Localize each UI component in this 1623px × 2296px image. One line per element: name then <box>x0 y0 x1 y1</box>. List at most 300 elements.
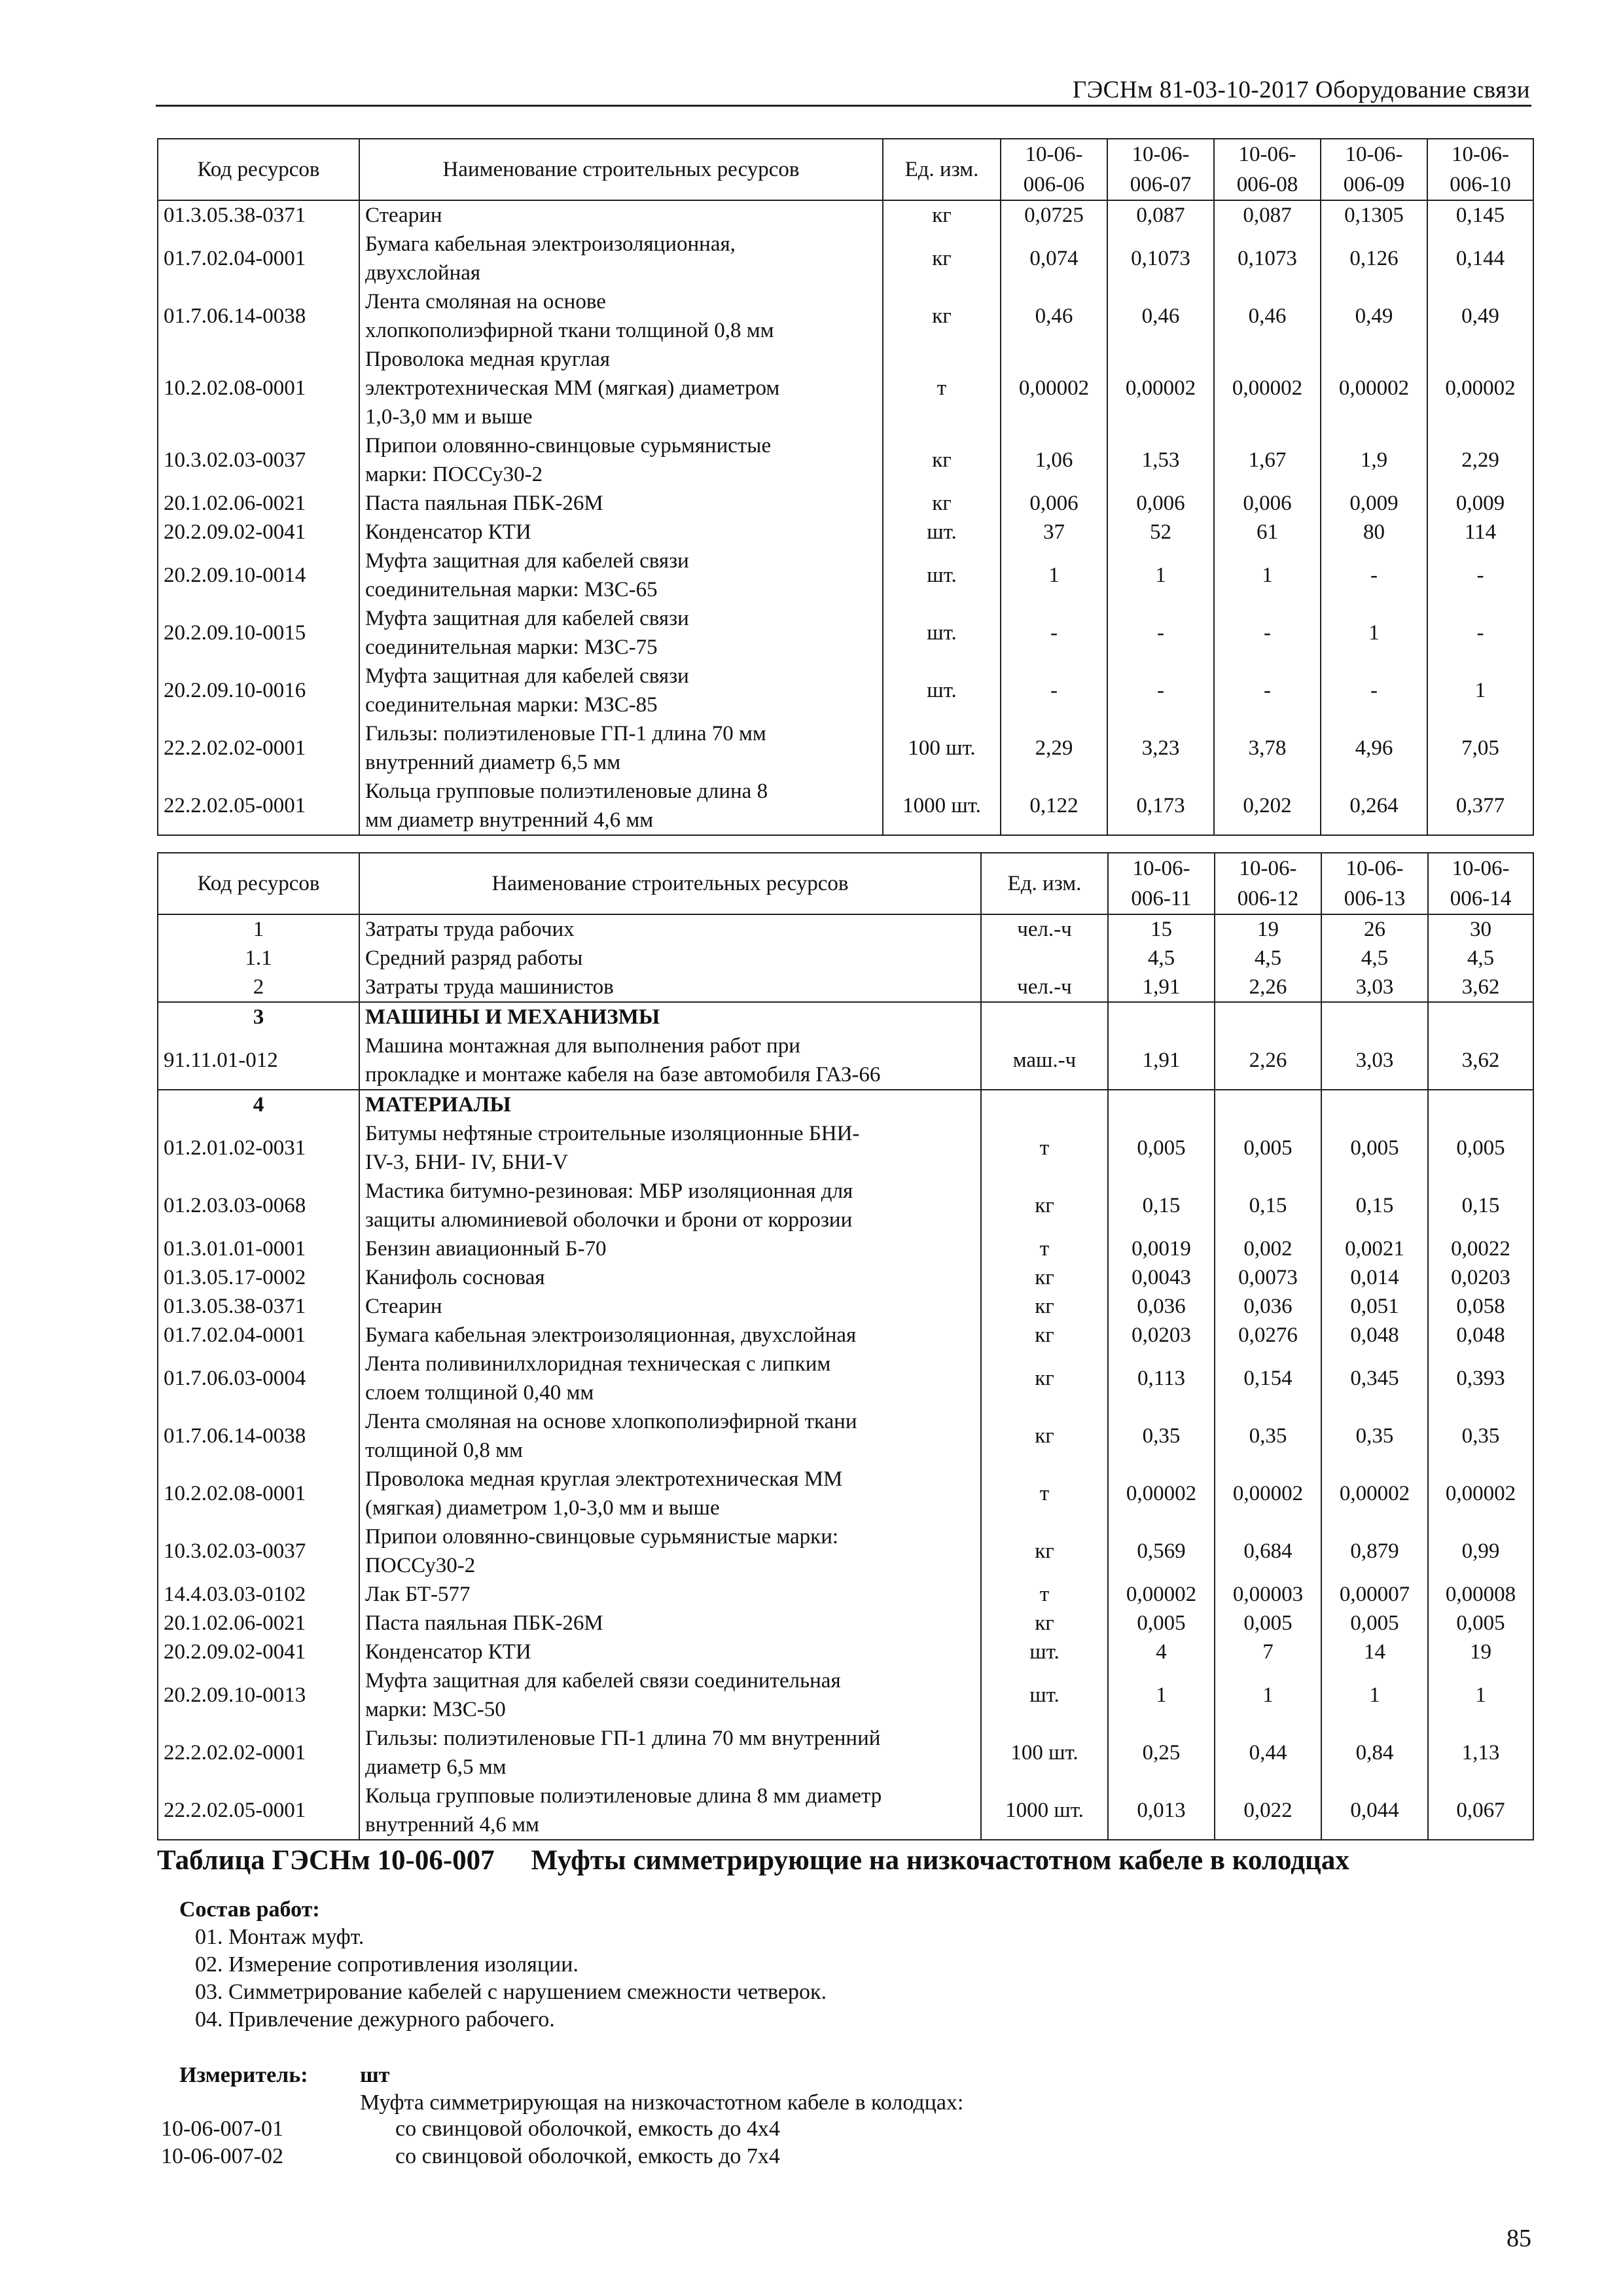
resource-value: 2,26 <box>1215 973 1321 1002</box>
resource-code: 1 <box>158 914 359 944</box>
table-row <box>158 200 1533 230</box>
resource-value: 0,0073 <box>1215 1263 1321 1292</box>
resource-unit: кг <box>981 1350 1108 1407</box>
resource-value: 0,46 <box>1001 287 1107 345</box>
resource-code: 01.3.05.38-0371 <box>158 200 359 230</box>
resource-unit: кг <box>981 1407 1108 1465</box>
resource-code: 01.7.06.03-0004 <box>158 1350 359 1407</box>
header-col: 10-06- 006-13 <box>1321 853 1428 914</box>
resource-value: 0,087 <box>1107 200 1214 230</box>
empty-cell <box>981 1090 1108 1119</box>
resource-value: 0,005 <box>1428 1609 1533 1638</box>
resource-value: 37 <box>1001 518 1107 547</box>
resource-value: 0,46 <box>1107 287 1214 345</box>
table-row <box>158 1119 1533 1177</box>
resource-code: 01.7.02.04-0001 <box>158 230 359 287</box>
resource-value: 0,1073 <box>1214 230 1321 287</box>
resource-code: 10.3.02.03-0037 <box>158 1522 359 1580</box>
resource-value: 0,879 <box>1321 1522 1428 1580</box>
resource-value: 0,006 <box>1107 489 1214 518</box>
resource-value: 0,0043 <box>1108 1263 1215 1292</box>
table-title: Муфты симметрирующие на низкочастотном кабеле в колодцах <box>531 1845 1349 1876</box>
resource-name: Средний разряд работы <box>359 944 981 973</box>
resource-code: 10.2.02.08-0001 <box>158 345 359 431</box>
measure-description: Муфта симметрирующая на низкочастотном кабеле в колодцах: <box>360 2090 964 2115</box>
table-row <box>158 914 1533 944</box>
measure-item-code: 10-06-007-01 <box>161 2117 283 2141</box>
resource-code: 10.3.02.03-0037 <box>158 431 359 489</box>
header-unit: Ед. изм. <box>883 139 1001 200</box>
resource-name: Конденсатор КТИ <box>359 518 883 547</box>
resource-name: Гильзы: полиэтиленовые ГП-1 длина 70 мм внутренний диаметр 6,5 мм <box>359 1724 981 1782</box>
table-row <box>158 518 1533 547</box>
resource-value: 1 <box>1001 547 1107 604</box>
table-row <box>158 662 1533 719</box>
table-header-row <box>158 853 1533 914</box>
resource-name: Лента смоляная на основе хлопкополиэфирной ткани толщиной 0,8 мм <box>359 287 883 345</box>
resource-value: 4,5 <box>1428 944 1533 973</box>
resource-value: 1,91 <box>1108 973 1215 1002</box>
header-code: Код ресурсов <box>158 139 359 200</box>
resource-unit: 100 шт. <box>981 1724 1108 1782</box>
resource-unit: кг <box>883 287 1001 345</box>
resource-name: Припои оловянно-свинцовые сурьмянистые марки: ПОССу30-2 <box>359 1522 981 1580</box>
empty-cell <box>1428 1090 1533 1119</box>
table-row <box>158 719 1533 777</box>
resource-code: 22.2.02.02-0001 <box>158 719 359 777</box>
resource-value: - <box>1107 604 1214 662</box>
work-item: 02. Измерение сопротивления изоляции. <box>195 1952 579 1977</box>
resource-code: 01.7.02.04-0001 <box>158 1321 359 1350</box>
resource-code: 20.2.09.10-0015 <box>158 604 359 662</box>
work-item: 01. Монтаж муфт. <box>195 1925 365 1949</box>
resource-name: Мастика битумно-резиновая: МБР изоляционная для защиты алюминиевой оболочки и брони от коррозии <box>359 1177 981 1234</box>
header-col: 10-06- 006-07 <box>1107 139 1214 200</box>
resource-code: 01.2.03.03-0068 <box>158 1177 359 1234</box>
section-title-cell: МАТЕРИАЛЫ <box>359 1090 981 1119</box>
resource-value: - <box>1214 662 1321 719</box>
resource-value: 0,0276 <box>1215 1321 1321 1350</box>
resource-value: - <box>1427 604 1533 662</box>
table-row <box>158 1350 1533 1407</box>
resource-name: Стеарин <box>359 1292 981 1321</box>
resource-name: Лак БТ-577 <box>359 1580 981 1609</box>
table-row <box>158 547 1533 604</box>
resource-unit: шт. <box>883 518 1001 547</box>
resource-value: 0,022 <box>1215 1782 1321 1840</box>
resource-value: 0,49 <box>1321 287 1427 345</box>
header-name: Наименование строительных ресурсов <box>359 853 981 914</box>
table-row <box>158 1724 1533 1782</box>
resource-value: 0,0203 <box>1428 1263 1533 1292</box>
resource-value: 1,06 <box>1001 431 1107 489</box>
header-col: 10-06- 006-06 <box>1001 139 1107 200</box>
resource-value: 0,048 <box>1321 1321 1428 1350</box>
resource-unit: 1000 шт. <box>981 1782 1108 1840</box>
resource-value: 0,044 <box>1321 1782 1428 1840</box>
resource-name: Затраты труда машинистов <box>359 973 981 1002</box>
resource-name: Машина монтажная для выполнения работ при прокладке и монтаже кабеля на базе автомобиля ГАЗ-66 <box>359 1031 981 1090</box>
resource-name: Лента поливинилхлоридная техническая с липким слоем толщиной 0,40 мм <box>359 1350 981 1407</box>
table-row <box>158 1177 1533 1234</box>
resource-value: 0,126 <box>1321 230 1427 287</box>
resource-value: 1,13 <box>1428 1724 1533 1782</box>
resource-value: 0,00007 <box>1321 1580 1428 1609</box>
resource-value: 0,15 <box>1108 1177 1215 1234</box>
resource-value: 0,1073 <box>1107 230 1214 287</box>
resource-value: 26 <box>1321 914 1428 944</box>
resource-value: 0,058 <box>1428 1292 1533 1321</box>
resource-value: 0,00002 <box>1108 1580 1215 1609</box>
resources-table-1 <box>157 138 1534 836</box>
resource-value: 0,002 <box>1215 1234 1321 1263</box>
resource-value: 0,087 <box>1214 200 1321 230</box>
resource-value: 0,202 <box>1214 777 1321 835</box>
resource-name: Гильзы: полиэтиленовые ГП-1 длина 70 мм внутренний диаметр 6,5 мм <box>359 719 883 777</box>
resource-value: 0,15 <box>1428 1177 1533 1234</box>
table-row <box>158 345 1533 431</box>
resource-value: 0,009 <box>1427 489 1533 518</box>
resource-code: 01.3.05.38-0371 <box>158 1292 359 1321</box>
resource-unit: т <box>883 345 1001 431</box>
resource-unit: кг <box>883 200 1001 230</box>
resource-name: Битумы нефтяные строительные изоляционные БНИ- IV-3, БНИ- IV, БНИ-V <box>359 1119 981 1177</box>
header-col: 10-06- 006-11 <box>1108 853 1215 914</box>
table-row <box>158 1263 1533 1292</box>
resource-unit: кг <box>981 1321 1108 1350</box>
resource-value: 0,074 <box>1001 230 1107 287</box>
resource-value: 1 <box>1107 547 1214 604</box>
resource-value: 14 <box>1321 1638 1428 1666</box>
works-label: Состав работ: <box>179 1897 320 1922</box>
header-col: 10-06- 006-14 <box>1428 853 1533 914</box>
resource-unit: т <box>981 1119 1108 1177</box>
resource-value: 0,0725 <box>1001 200 1107 230</box>
resource-value: 0,051 <box>1321 1292 1428 1321</box>
resource-value: 4,96 <box>1321 719 1427 777</box>
resource-value: 0,036 <box>1215 1292 1321 1321</box>
resource-value: 0,377 <box>1427 777 1533 835</box>
resource-value: 0,00002 <box>1427 345 1533 431</box>
header-title: ГЭСНм 81-03-10-2017 Оборудование связи <box>1072 77 1530 103</box>
resource-unit: кг <box>981 1609 1108 1638</box>
resource-value: 0,15 <box>1215 1177 1321 1234</box>
resource-value: 61 <box>1214 518 1321 547</box>
resource-name: Муфта защитная для кабелей связи соединительная марки: МЗС-85 <box>359 662 883 719</box>
resource-value: 0,113 <box>1108 1350 1215 1407</box>
resource-value: 3,03 <box>1321 1031 1428 1090</box>
resource-value: 0,006 <box>1214 489 1321 518</box>
table-row <box>158 1292 1533 1321</box>
resource-value: 3,62 <box>1428 973 1533 1002</box>
resource-value: 0,00003 <box>1215 1580 1321 1609</box>
resource-name: Затраты труда рабочих <box>359 914 981 944</box>
resource-value: 3,23 <box>1107 719 1214 777</box>
page-header <box>156 73 1531 107</box>
resource-value: 0,00002 <box>1214 345 1321 431</box>
resource-code: 20.1.02.06-0021 <box>158 1609 359 1638</box>
resource-code: 20.2.09.10-0013 <box>158 1666 359 1724</box>
table-row <box>158 287 1533 345</box>
resource-value: 1 <box>1427 662 1533 719</box>
resource-name: Конденсатор КТИ <box>359 1638 981 1666</box>
resource-name: Кольца групповые полиэтиленовые длина 8 мм диаметр внутренний 4,6 мм <box>359 1782 981 1840</box>
resource-code: 20.2.09.10-0016 <box>158 662 359 719</box>
table-row <box>158 230 1533 287</box>
header-col: 10-06- 006-12 <box>1215 853 1321 914</box>
resource-value: 7 <box>1215 1638 1321 1666</box>
resource-value: - <box>1001 662 1107 719</box>
resource-unit: кг <box>883 230 1001 287</box>
works-list <box>179 1924 827 2034</box>
resource-unit: т <box>981 1580 1108 1609</box>
table-row <box>158 1782 1533 1840</box>
page-number: 85 <box>1507 2225 1531 2252</box>
resource-value: 80 <box>1321 518 1427 547</box>
resource-name: Паста паяльная ПБК-26М <box>359 489 883 518</box>
resource-unit: маш.-ч <box>981 1031 1108 1090</box>
resource-value: 0,0203 <box>1108 1321 1215 1350</box>
resource-value: 4 <box>1108 1638 1215 1666</box>
work-item: 04. Привлечение дежурного рабочего. <box>195 2007 555 2032</box>
resource-code: 22.2.02.05-0001 <box>158 777 359 835</box>
resource-unit: кг <box>981 1263 1108 1292</box>
resource-code: 2 <box>158 973 359 1002</box>
resource-value: 0,005 <box>1108 1119 1215 1177</box>
table-row <box>158 973 1533 1002</box>
table-row <box>158 431 1533 489</box>
header-col: 10-06- 006-08 <box>1214 139 1321 200</box>
resource-value: - <box>1321 547 1427 604</box>
resource-name: Проволока медная круглая электротехническая ММ (мягкая) диаметром 1,0-3,0 мм и выше <box>359 1465 981 1522</box>
resource-value: 0,00002 <box>1001 345 1107 431</box>
resource-value: 0,684 <box>1215 1522 1321 1580</box>
section-number: 4 <box>158 1090 359 1119</box>
resource-value: - <box>1001 604 1107 662</box>
table-header-row <box>158 139 1533 200</box>
resource-value: 0,006 <box>1001 489 1107 518</box>
table-row <box>158 604 1533 662</box>
table-id: Таблица ГЭСНм 10-06-007 <box>157 1845 495 1876</box>
resource-code: 20.2.09.10-0014 <box>158 547 359 604</box>
resource-value: 3,03 <box>1321 973 1428 1002</box>
resource-value: 19 <box>1215 914 1321 944</box>
empty-cell <box>1215 1002 1321 1031</box>
resource-value: 52 <box>1107 518 1214 547</box>
resource-name: Муфта защитная для кабелей связи соединительная марки: МЗС-75 <box>359 604 883 662</box>
resource-unit: 1000 шт. <box>883 777 1001 835</box>
resource-unit: кг <box>883 431 1001 489</box>
resource-unit: кг <box>981 1292 1108 1321</box>
resource-value: 4,5 <box>1108 944 1215 973</box>
resource-value: 0,005 <box>1215 1119 1321 1177</box>
works-block <box>179 1896 827 2034</box>
resource-unit: кг <box>981 1522 1108 1580</box>
table-row <box>158 1580 1533 1609</box>
resource-value: 19 <box>1428 1638 1533 1666</box>
resource-value: 0,00002 <box>1321 345 1427 431</box>
table-section-row <box>158 1002 1533 1031</box>
measure-label: Измеритель: <box>179 2063 308 2087</box>
resource-value: 0,49 <box>1427 287 1533 345</box>
resource-unit: т <box>981 1465 1108 1522</box>
work-item: 03. Симметрирование кабелей с нарушением смежности четверок. <box>195 1980 827 2004</box>
resource-value: 0,154 <box>1215 1350 1321 1407</box>
measure-item-text: со свинцовой оболочкой, емкость до 4х4 <box>395 2117 780 2141</box>
resource-name: Стеарин <box>359 200 883 230</box>
resource-unit: чел.-ч <box>981 914 1108 944</box>
table-row <box>158 1609 1533 1638</box>
resource-value: 0,00002 <box>1108 1465 1215 1522</box>
resource-code: 01.3.05.17-0002 <box>158 1263 359 1292</box>
resource-value: 1,67 <box>1214 431 1321 489</box>
resource-unit: чел.-ч <box>981 973 1108 1002</box>
empty-cell <box>1108 1002 1215 1031</box>
resource-code: 01.7.06.14-0038 <box>158 1407 359 1465</box>
section-title-cell: МАШИНЫ И МЕХАНИЗМЫ <box>359 1002 981 1031</box>
resource-value: 0,00002 <box>1107 345 1214 431</box>
header-col: 10-06- 006-09 <box>1321 139 1427 200</box>
resource-value: 0,048 <box>1428 1321 1533 1350</box>
resource-code: 20.2.09.02-0041 <box>158 518 359 547</box>
header-unit: Ед. изм. <box>981 853 1108 914</box>
table-body <box>158 200 1533 835</box>
table-row <box>158 489 1533 518</box>
resource-value: 0,15 <box>1321 1177 1428 1234</box>
resource-unit: кг <box>883 489 1001 518</box>
resource-value: 0,144 <box>1427 230 1533 287</box>
empty-cell <box>1108 1090 1215 1119</box>
resource-value: 0,0019 <box>1108 1234 1215 1263</box>
resource-value: 4,5 <box>1215 944 1321 973</box>
table-row <box>158 944 1533 973</box>
table-row <box>158 1638 1533 1666</box>
resource-value: 0,00002 <box>1428 1465 1533 1522</box>
empty-cell <box>1321 1002 1428 1031</box>
resource-value: 4,5 <box>1321 944 1428 973</box>
resource-value: 0,0021 <box>1321 1234 1428 1263</box>
resource-code: 22.2.02.02-0001 <box>158 1724 359 1782</box>
resource-value: - <box>1427 547 1533 604</box>
resource-value: 2,29 <box>1001 719 1107 777</box>
table-body <box>158 914 1533 1840</box>
resource-value: 1 <box>1321 604 1427 662</box>
resource-value: - <box>1321 662 1427 719</box>
resource-code: 22.2.02.05-0001 <box>158 1782 359 1840</box>
resource-value: 0,173 <box>1107 777 1214 835</box>
resource-value: 1 <box>1321 1666 1428 1724</box>
resource-unit: шт. <box>981 1638 1108 1666</box>
header-name: Наименование строительных ресурсов <box>359 139 883 200</box>
resource-unit <box>981 944 1108 973</box>
resource-value: 114 <box>1427 518 1533 547</box>
resource-value: 0,46 <box>1214 287 1321 345</box>
resource-value: 1 <box>1215 1666 1321 1724</box>
table-row <box>158 1465 1533 1522</box>
resource-value: 30 <box>1428 914 1533 944</box>
resource-name: Лента смоляная на основе хлопкополиэфирной ткани толщиной 0,8 мм <box>359 1407 981 1465</box>
resource-value: 0,036 <box>1108 1292 1215 1321</box>
resource-value: 0,35 <box>1108 1407 1215 1465</box>
section-title <box>157 1844 1349 1876</box>
resource-name: Бумага кабельная электроизоляционная, двухслойная <box>359 230 883 287</box>
resource-unit: шт. <box>981 1666 1108 1724</box>
resource-name: Бумага кабельная электроизоляционная, двухслойная <box>359 1321 981 1350</box>
resource-code: 20.1.02.06-0021 <box>158 489 359 518</box>
resource-code: 01.2.01.02-0031 <box>158 1119 359 1177</box>
header-col: 10-06- 006-10 <box>1427 139 1533 200</box>
resource-value: 0,00008 <box>1428 1580 1533 1609</box>
resource-name: Бензин авиационный Б-70 <box>359 1234 981 1263</box>
resources-table-2 <box>157 852 1534 1840</box>
resource-value: 0,99 <box>1428 1522 1533 1580</box>
resource-name: Паста паяльная ПБК-26М <box>359 1609 981 1638</box>
resource-value: 0,067 <box>1428 1782 1533 1840</box>
resource-name: Муфта защитная для кабелей связи соединительная марки: МЗС-50 <box>359 1666 981 1724</box>
resource-code: 14.4.03.03-0102 <box>158 1580 359 1609</box>
resource-value: 0,44 <box>1215 1724 1321 1782</box>
resource-code: 91.11.01-012 <box>158 1031 359 1090</box>
section-number: 3 <box>158 1002 359 1031</box>
resource-name: Муфта защитная для кабелей связи соединительная марки: МЗС-65 <box>359 547 883 604</box>
table-row <box>158 1407 1533 1465</box>
resource-unit: т <box>981 1234 1108 1263</box>
resource-value: 2,26 <box>1215 1031 1321 1090</box>
resource-code: 20.2.09.02-0041 <box>158 1638 359 1666</box>
measure-item-code: 10-06-007-02 <box>161 2144 283 2168</box>
resource-value: 15 <box>1108 914 1215 944</box>
resource-value: 0,014 <box>1321 1263 1428 1292</box>
resource-value: 0,35 <box>1215 1407 1321 1465</box>
resource-code: 10.2.02.08-0001 <box>158 1465 359 1522</box>
resource-unit: шт. <box>883 662 1001 719</box>
resource-value: 1 <box>1428 1666 1533 1724</box>
resource-value: 0,84 <box>1321 1724 1428 1782</box>
resource-value: 0,005 <box>1321 1119 1428 1177</box>
table-row <box>158 1234 1533 1263</box>
resource-value: 0,35 <box>1321 1407 1428 1465</box>
resource-value: 0,005 <box>1215 1609 1321 1638</box>
header-code: Код ресурсов <box>158 853 359 914</box>
resource-value: 0,264 <box>1321 777 1427 835</box>
resource-value: 0,005 <box>1108 1609 1215 1638</box>
resource-value: 0,00002 <box>1321 1465 1428 1522</box>
resource-name: Проволока медная круглая электротехническая ММ (мягкая) диаметром 1,0-3,0 мм и выше <box>359 345 883 431</box>
measure-unit: шт <box>360 2063 390 2087</box>
resource-value: 0,25 <box>1108 1724 1215 1782</box>
resource-value: 0,013 <box>1108 1782 1215 1840</box>
resource-unit: кг <box>981 1177 1108 1234</box>
table-row <box>158 1522 1533 1580</box>
resource-value: 0,009 <box>1321 489 1427 518</box>
resource-value: 1,91 <box>1108 1031 1215 1090</box>
resource-value: 1 <box>1214 547 1321 604</box>
resource-value: 0,35 <box>1428 1407 1533 1465</box>
resource-value: 7,05 <box>1427 719 1533 777</box>
table-row <box>158 1031 1533 1090</box>
table-row <box>158 777 1533 835</box>
empty-cell <box>1215 1090 1321 1119</box>
resource-value: - <box>1214 604 1321 662</box>
resource-unit: 100 шт. <box>883 719 1001 777</box>
resource-name: Канифоль сосновая <box>359 1263 981 1292</box>
resource-unit: шт. <box>883 604 1001 662</box>
resource-value: - <box>1107 662 1214 719</box>
table-row <box>158 1321 1533 1350</box>
empty-cell <box>981 1002 1108 1031</box>
resource-value: 0,005 <box>1428 1119 1533 1177</box>
resource-unit: шт. <box>883 547 1001 604</box>
